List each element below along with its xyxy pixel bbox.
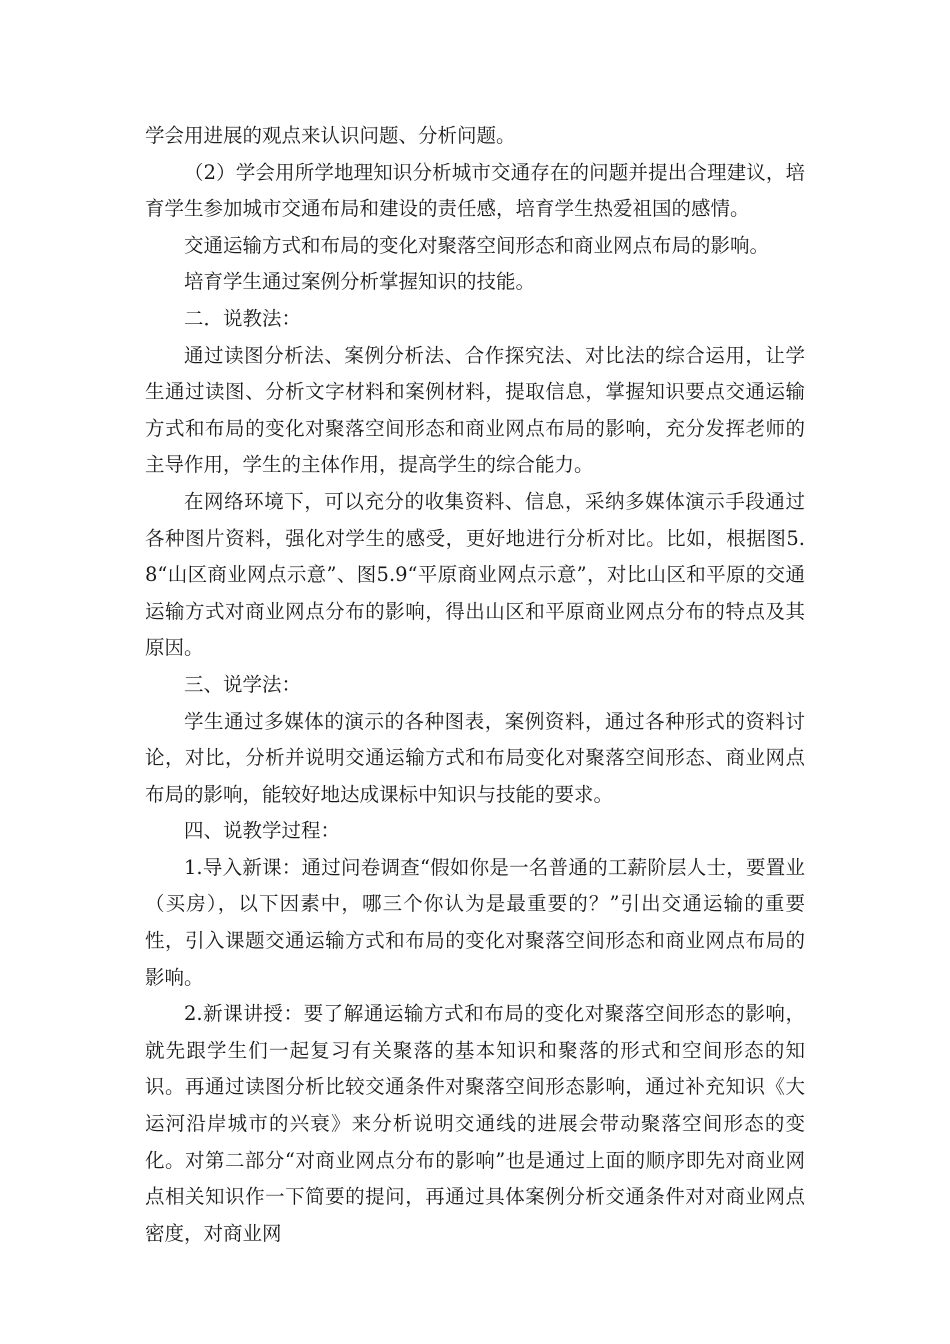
section-heading-learning-method: 三、说学法：	[184, 672, 302, 696]
paragraph-9: 学生通过多媒体的演示的各种图表，案例资料，通过各种形式的资料讨论，对比，分析并说明交通运输方式和布局变化对聚落空间形态、商业网点布局的影响，能较好地达成课标中知识与技能的要求。	[145, 709, 805, 806]
paragraph-3: 交通运输方式和布局的变化对聚落空间形态和商业网点布局的影响。	[184, 233, 770, 257]
paragraph-6: 通过读图分析法、案例分析法、合作探究法、对比法的综合运用，让学生通过读图、分析文字材料和案例材料，提取信息，掌握知识要点交通运输方式和布局的变化对聚落空间形态和商业网点布局的影响，充分发挥老师的主导作用，学生的主体作用，提高学生的综合能力。	[145, 343, 805, 477]
paragraph-2: （2）学会用所学地理知识分析城市交通存在的问题并提出合理建议，培育学生参加城市交通布局和建设的责任感，培育学生热爱祖国的感情。	[145, 160, 805, 221]
section-heading-teaching-process: 四、说教学过程：	[184, 819, 341, 843]
paragraph-4: 培育学生通过案例分析掌握知识的技能。	[184, 270, 536, 294]
section-heading-teaching-method: 二．说教法：	[184, 306, 302, 330]
paragraph-7: 在网络环境下，可以充分的收集资料、信息，采纳多媒体演示手段通过各种图片资料，强化对学生的感受，更好地进行分析对比。比如，根据图5.8“山区商业网点示意”、图5.9“平原商业网点示意”，对比山区和平原的交通运输方式对商业网点分布的影响，得出山区和平原商业网点分布的特点及其原因。	[145, 489, 805, 660]
paragraph-1: 学会用进展的观点来认识问题、分析问题。	[145, 124, 516, 147]
document-body	[145, 118, 805, 1252]
paragraph-12: 2.新课讲授：要了解通运输方式和布局的变化对聚落空间形态的影响，就先跟学生们一起复习有关聚落的基本知识和聚落的形式和空间形态的知识。再通过读图分析比较交通条件对聚落空间形态影响，通过补充知识《大运河沿岸城市的兴衰》来分析说明交通线的进展会带动聚落空间形态的变化。对第二部分“对商业网点分布的影响”也是通过上面的顺序即先对商业网点相关知识作一下简要的提问，再通过具体案例分析交通条件对对商业网点密度，对商业网	[145, 1002, 805, 1245]
paragraph-11: 1.导入新课：通过问卷调查“假如你是一名普通的工薪阶层人士，要置业（买房），以下因素中，哪三个你认为是最重要的？”引出交通运输的重要性，引入课题交通运输方式和布局的变化对聚落空间形态和商业网点布局的影响。	[145, 855, 805, 989]
